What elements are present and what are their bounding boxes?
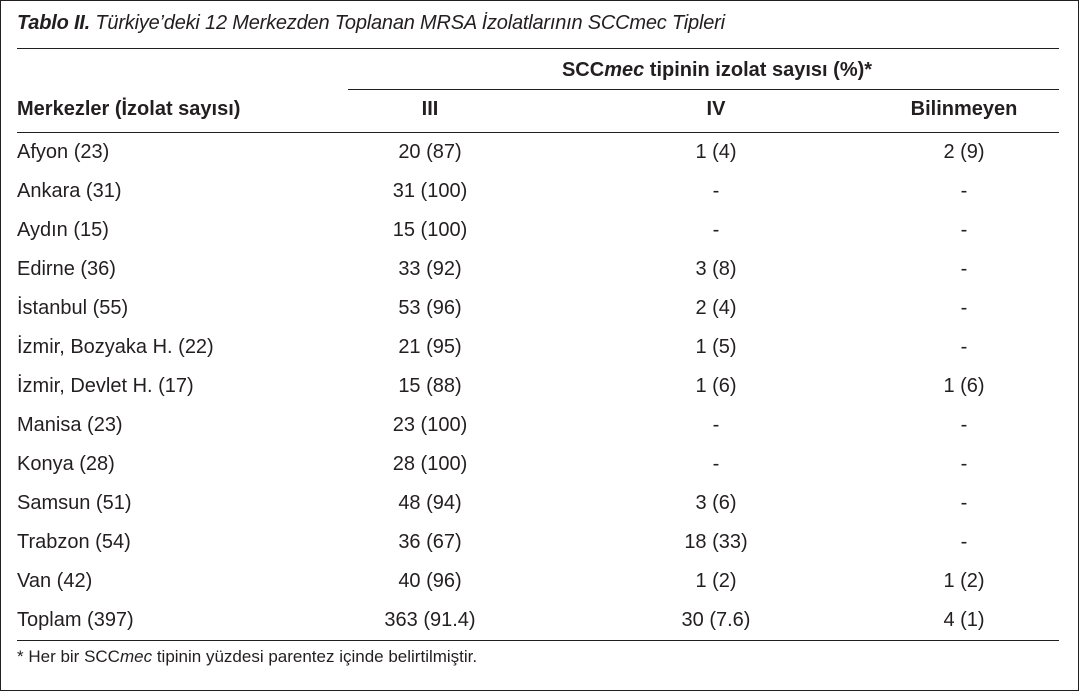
cell-iv: - — [712, 453, 720, 475]
caption-label: Tablo II. — [17, 12, 91, 34]
cell-iv: 1 (6) — [695, 375, 737, 397]
cell-unknown: - — [960, 336, 968, 358]
cell-iii: 48 (94) — [398, 492, 462, 514]
cell-iv: 18 (33) — [684, 531, 748, 553]
cell-center: Van (42) — [17, 570, 93, 592]
column-header-unknown: Bilinmeyen — [910, 98, 1018, 120]
column-header-iii: III — [421, 98, 439, 120]
bottom-rule — [17, 640, 1059, 641]
cell-iii: 363 (91.4) — [384, 609, 476, 631]
footnote-prefix: * Her bir SCC — [17, 647, 120, 666]
column-group-header — [562, 58, 872, 82]
row-header: Merkezler (İzolat sayısı) — [17, 98, 241, 120]
group-rule — [348, 89, 1059, 90]
cell-unknown: 2 (9) — [943, 141, 985, 163]
cell-unknown: 1 (2) — [943, 570, 985, 592]
cell-center: Ankara (31) — [17, 180, 122, 202]
cell-iv: 1 (4) — [695, 141, 737, 163]
cell-iii: 23 (100) — [392, 414, 468, 436]
cell-center: Samsun (51) — [17, 492, 132, 514]
cell-center: İzmir, Devlet H. (17) — [17, 375, 194, 397]
cell-iv: 1 (2) — [695, 570, 737, 592]
cell-iii: 40 (96) — [398, 570, 462, 592]
cell-iii: 21 (95) — [398, 336, 462, 358]
cell-center: Trabzon (54) — [17, 531, 131, 553]
cell-iii: 15 (88) — [398, 375, 462, 397]
footnote-suffix: tipinin yüzdesi parentez içinde belirtilmiştir. — [152, 647, 478, 666]
cell-iii: 53 (96) — [398, 297, 462, 319]
cell-iv: - — [712, 219, 720, 241]
cell-unknown: - — [960, 258, 968, 280]
cell-iv: 3 (8) — [695, 258, 737, 280]
cell-iv: 1 (5) — [695, 336, 737, 358]
cell-unknown: - — [960, 453, 968, 475]
cell-iii: 36 (67) — [398, 531, 462, 553]
cell-center: Edirne (36) — [17, 258, 116, 280]
cell-unknown: 4 (1) — [943, 609, 985, 631]
cell-unknown: - — [960, 219, 968, 241]
cell-unknown: - — [960, 531, 968, 553]
cell-unknown: - — [960, 297, 968, 319]
cell-center: Afyon (23) — [17, 141, 110, 163]
group-header-italic: mec — [604, 59, 645, 81]
group-header-suffix: tipinin izolat sayısı (%)* — [644, 59, 873, 81]
group-header-prefix: SCC — [561, 59, 605, 81]
cell-center: Konya (28) — [17, 453, 115, 475]
table-caption — [17, 12, 725, 35]
cell-iv: - — [712, 180, 720, 202]
table-footnote — [17, 647, 477, 667]
cell-unknown: - — [960, 180, 968, 202]
cell-iii: 31 (100) — [392, 180, 468, 202]
cell-center: Manisa (23) — [17, 414, 123, 436]
cell-iii: 33 (92) — [398, 258, 462, 280]
footnote-italic: mec — [119, 647, 153, 666]
caption-text: Türkiye’deki 12 Merkezden Toplanan MRSA İzolatlarının SCCmec Tipleri — [95, 12, 725, 34]
cell-iv: 30 (7.6) — [681, 609, 751, 631]
cell-unknown: - — [960, 492, 968, 514]
header-rule — [17, 132, 1059, 133]
cell-center: İzmir, Bozyaka H. (22) — [17, 336, 214, 358]
cell-iii: 28 (100) — [392, 453, 468, 475]
cell-iii: 15 (100) — [392, 219, 468, 241]
cell-center: İstanbul (55) — [17, 297, 129, 319]
cell-unknown: 1 (6) — [943, 375, 985, 397]
cell-unknown: - — [960, 414, 968, 436]
cell-iii: 20 (87) — [398, 141, 462, 163]
column-header-iv: IV — [706, 98, 726, 120]
cell-iv: - — [712, 414, 720, 436]
cell-center: Toplam (397) — [17, 609, 134, 631]
cell-iv: 3 (6) — [695, 492, 737, 514]
cell-center: Aydın (15) — [17, 219, 109, 241]
top-rule — [17, 48, 1059, 49]
cell-iv: 2 (4) — [695, 297, 737, 319]
